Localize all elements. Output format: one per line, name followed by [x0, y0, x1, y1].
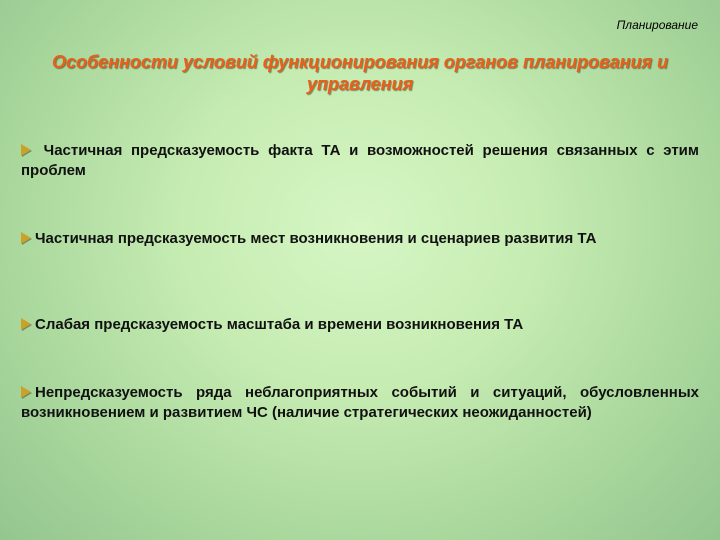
arrow-bullet-icon [21, 144, 31, 156]
bullet-text: Слабая предсказуемость масштаба и времени возникновения ТА [35, 316, 524, 333]
bullet-text: Частичная предсказуемость мест возникновения и сценариев развития ТА [35, 230, 597, 247]
bullet-text: Частичная предсказуемость факта ТА и возможностей решения связанных с этим проблем [21, 142, 699, 179]
arrow-bullet-icon [21, 318, 31, 330]
bullet-item [21, 315, 699, 335]
arrow-bullet-icon [21, 386, 31, 398]
bullet-item [21, 383, 699, 423]
bullet-item [21, 229, 699, 249]
section-label: Планирование [616, 18, 698, 32]
slide-title: Особенности условий функционирования органов планирования и управления [51, 52, 669, 94]
bullet-item [21, 141, 699, 181]
bullet-text: Непредсказуемость ряда неблагоприятных событий и ситуаций, обусловленных возникновением и развитием ЧС (наличие стратегических неожиданностей) [21, 384, 699, 421]
arrow-bullet-icon [21, 232, 31, 244]
